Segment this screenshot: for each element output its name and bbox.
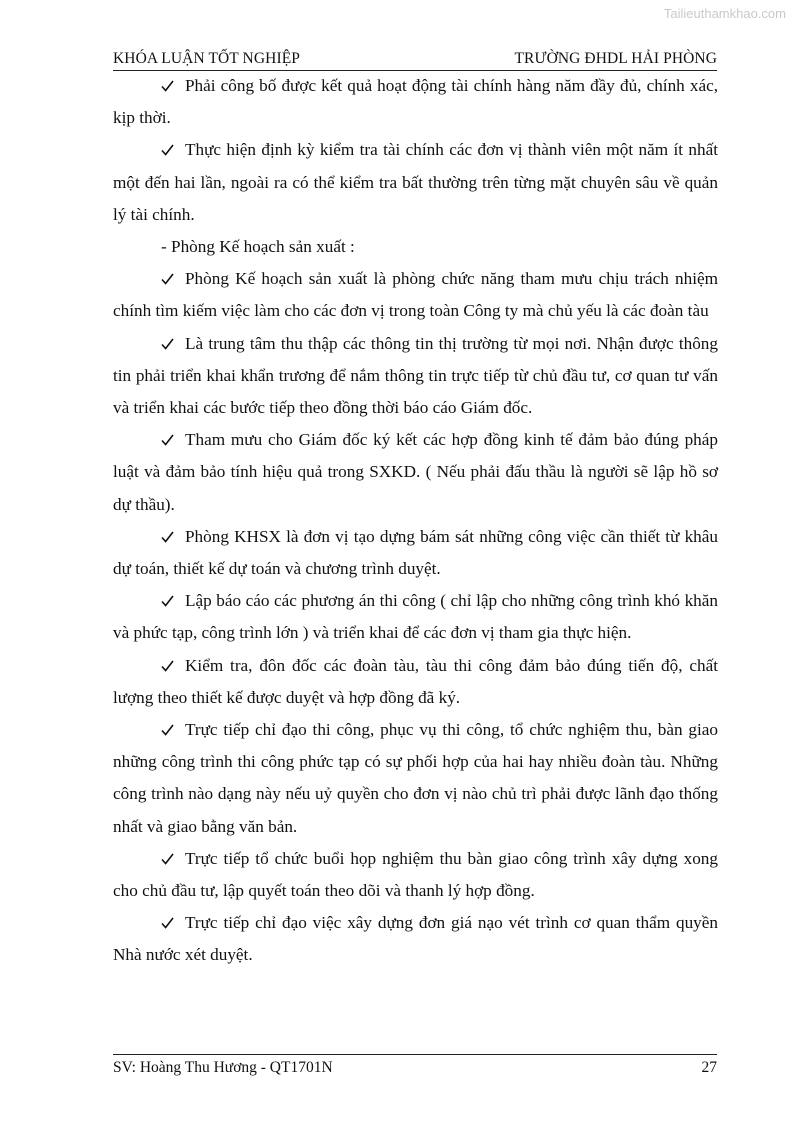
checkmark-icon: [161, 521, 185, 553]
checkmark-icon: [161, 424, 185, 456]
paragraph-text: Kiểm tra, đôn đốc các đoàn tàu, tàu thi công đảm bảo đúng tiến độ, chất lượng theo thiết kế được duyệt và hợp đồng đã ký.: [113, 655, 718, 707]
paragraph-10: [113, 714, 718, 843]
paragraph-text: Phải công bố được kết quả hoạt động tài chính hàng năm đầy đủ, chính xác, kịp thời.: [113, 76, 718, 128]
paragraph-6: [113, 424, 718, 521]
checkmark-icon: [161, 843, 185, 875]
paragraph-5: [113, 328, 718, 425]
checkmark-icon: [161, 907, 185, 939]
section-heading: [113, 231, 718, 263]
paragraph-text: Tham mưu cho Giám đốc ký kết các hợp đồng kinh tế đảm bảo đúng pháp luật và đảm bảo tính hiệu quả trong SXKD. ( Nếu phải đấu thầu là người sẽ lập hồ sơ dự thầu).: [113, 430, 718, 514]
checkmark-icon: [161, 70, 185, 102]
watermark: Tailieuthamkhao.com: [663, 6, 786, 21]
header-university-name: TRƯỜNG ĐHDL HẢI PHÒNG: [514, 50, 717, 67]
header-thesis-title: KHÓA LUẬN TỐT NGHIỆP: [113, 50, 300, 67]
checkmark-icon: [161, 263, 185, 295]
checkmark-icon: [161, 714, 185, 746]
section-heading-text: - Phòng Kế hoạch sản xuất :: [161, 237, 355, 257]
paragraph-text: Phòng KHSX là đơn vị tạo dựng bám sát những công việc cần thiết từ khâu dự toán, thiết kế dự toán và chương trình duyệt.: [113, 526, 718, 579]
paragraph-text: Trực tiếp tổ chức buổi họp nghiệm thu bàn giao công trình xây dựng xong cho chủ đầu tư, lập quyết toán theo dõi và thanh lý hợp đồng.: [113, 848, 718, 901]
paragraph-1: [113, 70, 718, 134]
paragraph-text: Là trung tâm thu thập các thông tin thị trường từ mọi nơi. Nhận được thông tin phải triển khai khẩn trương để nắm thông tin trực tiếp từ chủ đầu tư, cơ quan tư vấn và triển khai các bước tiếp theo đồng thời báo cáo Giám đốc.: [113, 333, 718, 418]
paragraph-text: Trực tiếp chỉ đạo thi công, phục vụ thi công, tổ chức nghiệm thu, bàn giao những công trình thi công phức tạp có sự phối hợp của hai hay nhiều đoàn tàu. Những công trình nào dạng này nếu uỷ quyền cho đơn vị nào chủ trì phải được lãnh đạo thống nhất và giao bằng văn bản.: [113, 720, 718, 836]
footer-student-info: SV: Hoàng Thu Hương - QT1701N: [113, 1059, 333, 1076]
paragraph-text: Trực tiếp chỉ đạo việc xây dựng đơn giá nạo vét trình cơ quan thẩm quyền Nhà nước xét duyệt.: [113, 913, 718, 965]
document-body: [113, 70, 718, 972]
paragraph-9: [113, 650, 718, 714]
page-footer: [113, 1054, 717, 1081]
paragraph-11: [113, 843, 718, 907]
paragraph-8: [113, 585, 718, 649]
checkmark-icon: [161, 328, 185, 360]
page-header: [113, 48, 717, 71]
checkmark-icon: [161, 134, 185, 166]
paragraph-7: [113, 521, 718, 585]
page-number: 27: [701, 1059, 717, 1076]
checkmark-icon: [161, 585, 185, 617]
paragraph-4: [113, 263, 718, 327]
paragraph-2: [113, 134, 718, 231]
paragraph-text: Lập báo cáo các phương án thi công ( chỉ lập cho những công trình khó khăn và phức tạp, công trình lớn ) và triển khai để các đơn vị tham gia thực hiện.: [113, 591, 718, 643]
paragraph-text: Phòng Kế hoạch sản xuất là phòng chức năng tham mưu chịu trách nhiệm chính tìm kiếm việc làm cho các đơn vị trong toàn Công ty mà chủ yếu là các đoàn tàu: [113, 269, 718, 321]
checkmark-icon: [161, 650, 185, 682]
paragraph-text: Thực hiện định kỳ kiểm tra tài chính các đơn vị thành viên một năm ít nhất một đến hai lần, ngoài ra có thể kiểm tra bất thường trên từng mặt chuyên sâu về quản lý tài chính.: [113, 140, 718, 224]
paragraph-12: [113, 907, 718, 971]
